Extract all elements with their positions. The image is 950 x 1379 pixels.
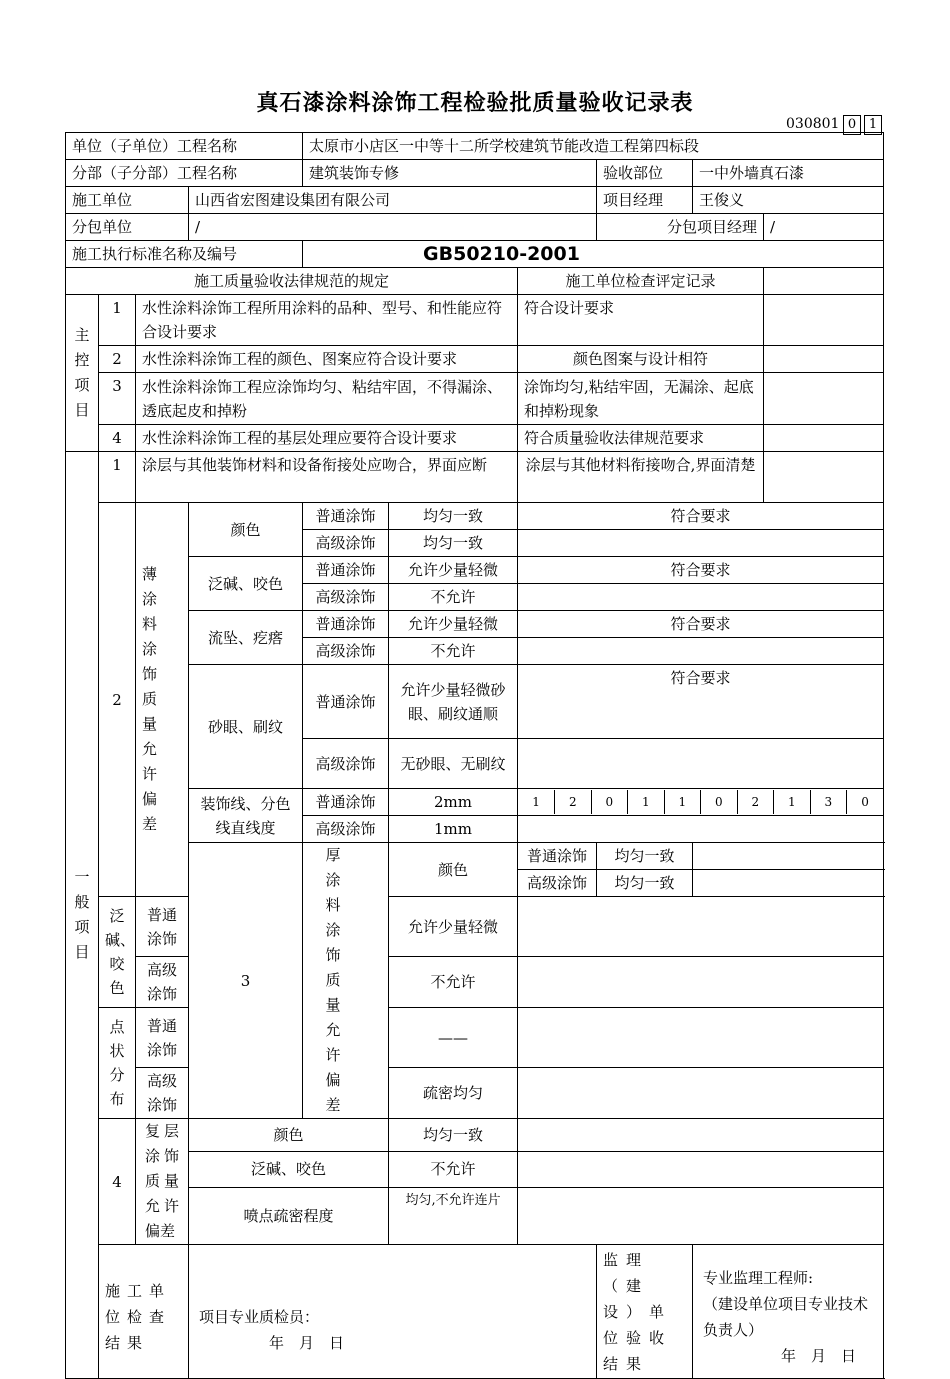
requirement: 均匀一致 bbox=[389, 503, 518, 530]
main-item-spec: 水性涂料涂饰工程的基层处理应要符合设计要求 bbox=[136, 425, 518, 452]
blank-header bbox=[764, 268, 884, 295]
construction-label: 施工单位 bbox=[66, 187, 189, 214]
main-item-record: 颜色图案与设计相符 bbox=[518, 346, 764, 373]
check-record: 符合要求 bbox=[518, 557, 884, 584]
form-code: 030801 bbox=[786, 116, 840, 132]
requirement: 均匀一致 bbox=[597, 870, 693, 897]
measurement-grid bbox=[518, 789, 884, 816]
check-record bbox=[518, 638, 884, 665]
grade: 高级涂饰 bbox=[303, 584, 389, 611]
general-item-no: 4 bbox=[99, 1119, 136, 1245]
requirement: 不允许 bbox=[389, 957, 518, 1008]
requirement: 1mm bbox=[389, 816, 518, 843]
grade: 高级涂饰 bbox=[303, 530, 389, 557]
construction-result-label: 施工单位检查结果 bbox=[99, 1245, 189, 1379]
sub-label: 分部（子分部）工程名称 bbox=[66, 160, 303, 187]
main-item-record: 涂饰均匀,粘结牢固，无漏涂、起底和掉粉现象 bbox=[518, 373, 764, 425]
grade: 高级涂饰 bbox=[136, 1068, 189, 1119]
requirement: 2mm bbox=[389, 789, 518, 816]
subcontract-label: 分包单位 bbox=[66, 214, 189, 241]
main-item-spec: 水性涂料涂饰工程应涂饰均匀、粘结牢固，不得漏涂、透底起皮和掉粉 bbox=[136, 373, 518, 425]
grade: 普通涂饰 bbox=[303, 503, 389, 530]
defect-name: 泛碱、咬色 bbox=[99, 897, 136, 1008]
defect-name: 颜色 bbox=[189, 503, 303, 557]
supervision-result-label: 监理（建设）单位验收结果 bbox=[597, 1245, 693, 1379]
main-item-no: 1 bbox=[99, 295, 136, 346]
standard-label: 施工执行标准名称及编号 bbox=[66, 241, 303, 268]
construction-date: 年 月 日 bbox=[269, 1334, 345, 1352]
subcontract-value: / bbox=[189, 214, 597, 241]
measurement-value: 0 bbox=[701, 790, 738, 814]
form-title: 真石漆涂料涂饰工程检验批质量验收记录表 bbox=[256, 91, 694, 116]
defect-name: 泛碱、咬色 bbox=[189, 557, 303, 611]
main-item-record: 符合质量验收法律规范要求 bbox=[518, 425, 764, 452]
unit-label: 单位（子单位）工程名称 bbox=[66, 133, 303, 160]
requirement: 允许少量轻微 bbox=[389, 557, 518, 584]
item2-label: 薄涂料涂饰质量允许偏差 bbox=[136, 503, 189, 897]
check-record bbox=[518, 584, 884, 611]
measurement-value: 3 bbox=[810, 790, 847, 814]
inspection-table bbox=[65, 132, 884, 1379]
requirement: 无砂眼、无刷纹 bbox=[389, 739, 518, 789]
form-digit-2: 1 bbox=[864, 115, 882, 135]
grade: 高级涂饰 bbox=[136, 957, 189, 1008]
main-item-record: 符合设计要求 bbox=[518, 295, 764, 346]
main-item-spec: 水性涂料涂饰工程所用涂料的品种、型号、和性能应符合设计要求 bbox=[136, 295, 518, 346]
form-digit-1: 0 bbox=[843, 115, 861, 135]
defect-name: 喷点疏密程度 bbox=[189, 1188, 389, 1245]
defect-name: 流坠、疙瘩 bbox=[189, 611, 303, 665]
requirement: 不允许 bbox=[389, 1151, 518, 1188]
grade: 普通涂饰 bbox=[518, 843, 597, 870]
defect-name: 装饰线、分色线直线度 bbox=[189, 789, 303, 843]
item4-label: 复层涂饰质量允许偏差 bbox=[136, 1119, 189, 1245]
main-item-no: 3 bbox=[99, 373, 136, 425]
main-items-label: 主控项目 bbox=[66, 295, 99, 452]
measurement-value: 0 bbox=[591, 790, 628, 814]
engineer-label: 专业监理工程师: bbox=[703, 1269, 814, 1287]
grade: 高级涂饰 bbox=[303, 638, 389, 665]
requirement: 允许少量轻微 bbox=[389, 897, 518, 957]
check-record: 符合要求 bbox=[518, 503, 884, 530]
grade: 高级涂饰 bbox=[303, 739, 389, 789]
requirement: 均匀,不允许连片 bbox=[389, 1188, 518, 1245]
defect-name: 颜色 bbox=[389, 843, 518, 897]
check-record: 符合要求 bbox=[518, 611, 884, 638]
defect-name: 点状分布 bbox=[99, 1008, 136, 1119]
supervision-result bbox=[693, 1245, 884, 1379]
grade: 普通涂饰 bbox=[136, 1008, 189, 1068]
grade: 普通涂饰 bbox=[303, 789, 389, 816]
check-record: 符合要求 bbox=[518, 665, 884, 739]
measurement-value: 0 bbox=[847, 790, 884, 814]
standard-value: GB50210-2001 bbox=[303, 241, 884, 268]
defect-name: 砂眼、刷纹 bbox=[189, 665, 303, 789]
check-record bbox=[518, 739, 884, 789]
requirement: 允许少量轻微 bbox=[389, 611, 518, 638]
general-item-no: 3 bbox=[189, 843, 303, 1119]
requirement: 均匀一致 bbox=[597, 843, 693, 870]
item3-label: 厚涂料涂饰质量允许偏差 bbox=[303, 843, 389, 1119]
grade: 普通涂饰 bbox=[136, 897, 189, 957]
owner-label: （建设单位项目专业技术负责人） bbox=[703, 1295, 869, 1339]
spec-header: 施工质量验收法律规范的规定 bbox=[66, 268, 518, 295]
measurement-value: 1 bbox=[532, 795, 540, 809]
requirement: 允许少量轻微砂眼、刷纹通顺 bbox=[389, 665, 518, 739]
record-header: 施工单位检查评定记录 bbox=[518, 268, 764, 295]
requirement: 不允许 bbox=[389, 638, 518, 665]
measurement-grid bbox=[518, 816, 884, 843]
defect-name: 颜色 bbox=[189, 1119, 389, 1152]
general-item-no: 2 bbox=[99, 503, 136, 897]
pm-value: 王俊义 bbox=[693, 187, 884, 214]
sub-value: 建筑装饰专修 bbox=[303, 160, 597, 187]
requirement: 均匀一致 bbox=[389, 1119, 518, 1152]
general-items-label: 一般项目 bbox=[66, 452, 99, 1379]
measurement-value: 1 bbox=[774, 790, 811, 814]
supervision-date: 年 月 日 bbox=[781, 1347, 857, 1365]
grade: 普通涂饰 bbox=[303, 665, 389, 739]
defect-name: 泛碱、咬色 bbox=[189, 1151, 389, 1188]
grade: 普通涂饰 bbox=[303, 611, 389, 638]
accept-part-label: 验收部位 bbox=[597, 160, 693, 187]
general-item-record: 涂层与其他材料衔接吻合,界面清楚 bbox=[518, 452, 764, 503]
check-record bbox=[518, 530, 884, 557]
measurement-value: 1 bbox=[628, 790, 665, 814]
general-item-spec: 涂层与其他装饰材料和设备衔接处应吻合，界面应断 bbox=[136, 452, 518, 503]
grade: 高级涂饰 bbox=[303, 816, 389, 843]
measurement-value: 2 bbox=[555, 790, 592, 814]
construction-result bbox=[189, 1245, 597, 1379]
requirement: 不允许 bbox=[389, 584, 518, 611]
grade: 高级涂饰 bbox=[518, 870, 597, 897]
construction-value: 山西省宏图建设集团有限公司 bbox=[189, 187, 597, 214]
unit-value: 太原市小店区一中等十二所学校建筑节能改造工程第四标段 bbox=[303, 133, 884, 160]
inspector-label: 项目专业质检员： bbox=[199, 1308, 320, 1326]
main-item-no: 2 bbox=[99, 346, 136, 373]
accept-part-value: 一中外墙真石漆 bbox=[693, 160, 884, 187]
main-item-no: 4 bbox=[99, 425, 136, 452]
grade: 普通涂饰 bbox=[303, 557, 389, 584]
sub-pm-label: 分包项目经理 bbox=[597, 214, 764, 241]
pm-label: 项目经理 bbox=[597, 187, 693, 214]
requirement: 疏密均匀 bbox=[389, 1068, 518, 1119]
sub-pm-value: / bbox=[764, 214, 884, 241]
requirement: 均匀一致 bbox=[389, 530, 518, 557]
measurement-value: 2 bbox=[737, 790, 774, 814]
general-item-no: 1 bbox=[99, 452, 136, 503]
requirement: —— bbox=[389, 1008, 518, 1068]
measurement-value: 1 bbox=[664, 790, 701, 814]
main-item-spec: 水性涂料涂饰工程的颜色、图案应符合设计要求 bbox=[136, 346, 518, 373]
